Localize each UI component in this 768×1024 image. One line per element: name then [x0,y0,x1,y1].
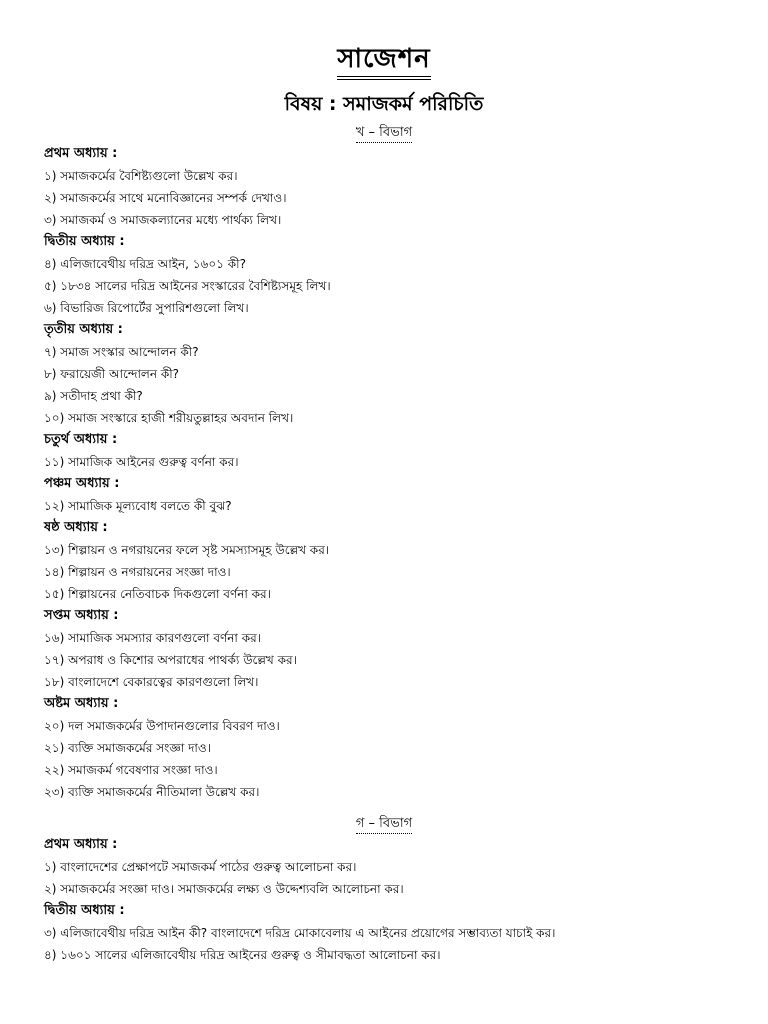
question-item: ১০) সমাজ সংস্কারে হাজী শরীয়তুল্লাহর অবদান লিখ। [44,411,294,425]
question-item: ১৩) শিল্পায়ন ও নগরায়নের ফলে সৃষ্ট সমস্যাসমূহ উল্লেখ কর। [44,543,330,557]
question-item: ৩) এলিজাবেথীয় দরিদ্র আইন কী? বাংলাদেশে দরিদ্র মোকাবেলায় এ আইনের প্রয়োগের সম্ভাব্যতা যাচাই কর। [44,926,556,940]
page-title: সাজেশন [337,44,430,80]
question-item: ১৭) অপরাধ ও কিশোর অপরাধের পাথর্ক্য উল্লেখ কর। [44,653,297,667]
question-item: ৯) সতীদাহ প্রথা কী? [44,389,143,403]
question-item: ২) সমাজকর্মের সংজ্ঞা দাও। সমাজকর্মের লক্ষ্য ও উদ্দেশ্যবলি আলোচনা কর। [44,882,404,896]
chapter-heading: তৃতীয় অধ্যায় : [44,322,123,337]
chapter-heading: প্রথম অধ্যায় : [44,837,118,852]
chapter-heading: ষষ্ঠ অধ্যায় : [44,520,108,535]
question-item: ২১) ব্যক্তি সমাজকর্মের সংজ্ঞা দাও। [44,741,212,755]
question-item: ৮) ফরায়েজী আন্দোলন কী? [44,367,180,381]
question-item: ৭) সমাজ সংস্কার আন্দোলন কী? [44,345,199,359]
section-kha-content [44,143,734,803]
question-item: ১৪) শিল্পায়ন ও নগরায়নের সংজ্ঞা দাও। [44,565,231,579]
chapter-heading: সপ্তম অধ্যায় : [44,608,119,623]
question-item: ১৮) বাংলাদেশে বেকারত্বের কারণগুলো লিখ। [44,675,259,689]
section-ga-label: গ – বিভাগ [356,815,412,834]
question-item: ২) সমাজকর্মের সাথে মনোবিজ্ঞানের সম্পর্ক দেখাও। [44,191,287,205]
question-item: ৬) বিভারিজ রিপোর্টের সুপারিশগুলো লিখ। [44,301,249,315]
section-kha-label: খ – বিভাগ [356,124,412,143]
question-item: ১১) সামাজিক আইনের গুরুত্ব বর্ণনা কর। [44,455,239,469]
question-item: ২২) সমাজকর্ম গবেষণার সংজ্ঞা দাও। [44,763,218,777]
question-item: ১৬) সামাজিক সমস্যার কারণগুলো বর্ণনা কর। [44,631,262,645]
subject-heading: বিষয় : সমাজকর্ম পরিচিতি [284,93,484,115]
chapter-heading: দ্বিতীয় অধ্যায় : [44,903,125,918]
question-item: ১) সমাজকর্মের বৈশিষ্ট্যগুলো উল্লেখ কর। [44,169,238,183]
chapter-heading: পঞ্চম অধ্যায় : [44,476,120,491]
title-block [0,44,768,80]
section-kha-label-block [0,121,768,143]
question-item: ২৩) ব্যক্তি সমাজকর্মের নীতিমালা উল্লেখ কর। [44,785,260,799]
chapter-heading: প্রথম অধ্যায় : [44,146,118,161]
section-ga-content [44,834,734,966]
question-item: ১২) সামাজিক মূল্যবোধ বলতে কী বুঝ? [44,499,232,513]
question-item: ৩) সমাজকর্ম ও সমাজকল্যানের মধ্যে পার্থক্য লিখ। [44,213,282,227]
chapter-heading: অষ্টম অধ্যায় : [44,696,119,711]
question-item: ৪) এলিজাবেথীয় দরিদ্র আইন, ১৬০১ কী? [44,257,246,271]
section-ga-label-block [0,812,768,834]
chapter-heading: দ্বিতীয় অধ্যায় : [44,234,125,249]
chapter-heading: চতুর্থ অধ্যায় : [44,432,118,447]
question-item: ২০) দল সমাজকর্মের উপাদানগুলোর বিবরণ দাও। [44,719,280,733]
question-item: ১৫) শিল্পায়নের নেতিবাচক দিকগুলো বর্ণনা কর। [44,587,271,601]
question-item: ১) বাংলাদেশের প্রেক্ষাপটে সমাজকর্ম পাঠের গুরুত্ব আলোচনা কর। [44,860,357,874]
question-item: ৫) ১৮৩৪ সালের দরিদ্র আইনের সংস্কারের বৈশিষ্ট্যসমূহ লিখ। [44,279,331,293]
question-item: ৪) ১৬০১ সালের এলিজাবেথীয় দরিদ্র আইনের গুরুত্ব ও সীমাবদ্ধতা আলোচনা কর। [44,948,441,962]
